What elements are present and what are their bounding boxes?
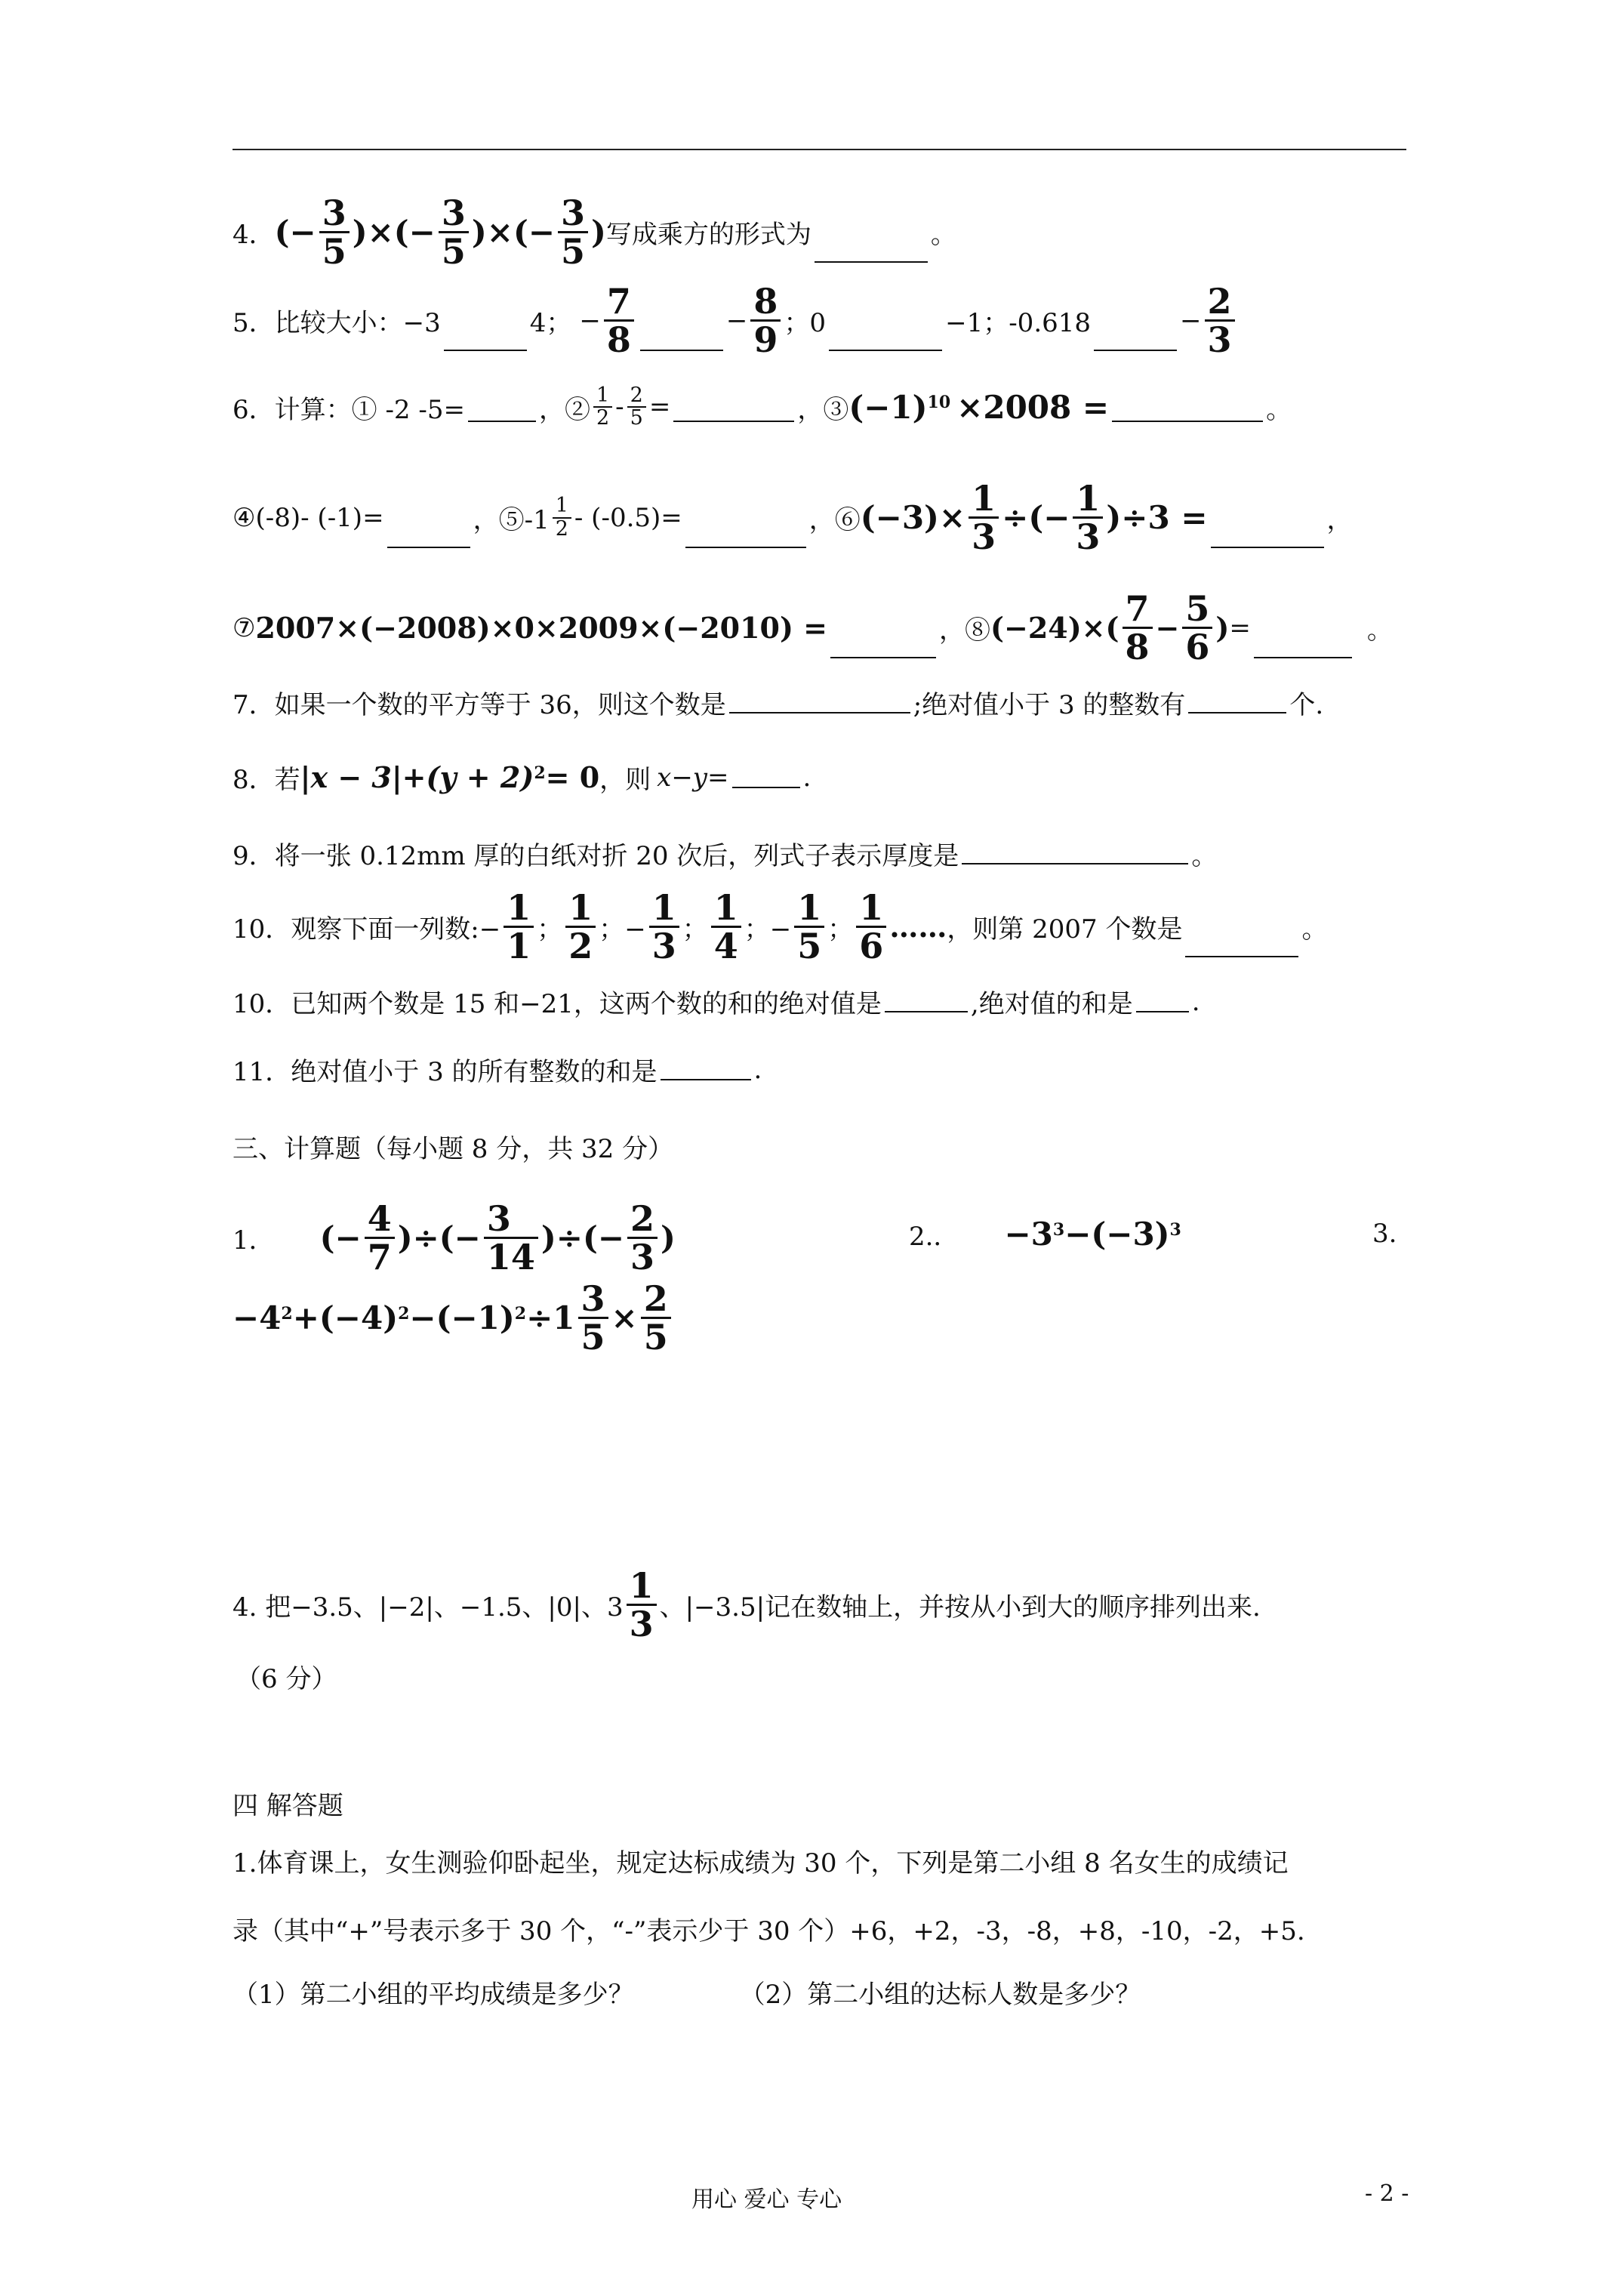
- math-text: -: [615, 392, 624, 423]
- fraction: $\frac{3}{5}$: [558, 195, 588, 270]
- fraction: $\frac{3}{14}$: [484, 1200, 538, 1276]
- exponent: 10: [927, 393, 951, 413]
- header-rule: [233, 149, 1406, 150]
- math-text: )÷(−: [397, 1219, 481, 1257]
- answer-blank[interactable]: [640, 345, 723, 351]
- question-text: 10．已知两个数是 15 和−21，这两个数的和的绝对值是: [233, 989, 882, 1019]
- calc-4: [233, 1567, 1261, 1643]
- question-text: ；0: [784, 308, 827, 339]
- math-text: ÷(−: [1002, 499, 1070, 537]
- problem-1-line-1: [233, 1842, 1289, 1879]
- question-number: 4．: [233, 220, 275, 251]
- question-text: 4；: [529, 308, 572, 339]
- exponent: 2: [534, 763, 546, 783]
- math-text: −: [725, 305, 748, 336]
- math-text: −(−1): [409, 1299, 515, 1337]
- punctuation: ；: [682, 914, 708, 945]
- question-text: ，则第 2007 个数是: [947, 914, 1183, 945]
- question-text: 个.: [1289, 690, 1324, 720]
- fraction: $\frac{1}{4}$: [711, 889, 741, 965]
- question-number: 6．: [233, 394, 275, 425]
- answer-blank[interactable]: [468, 416, 536, 422]
- punctuation: .: [753, 1054, 762, 1085]
- math-text: )÷(−: [540, 1219, 625, 1257]
- answer-blank[interactable]: [1254, 652, 1352, 658]
- fraction: $\frac{1}{2}$: [593, 385, 612, 430]
- fraction: $\frac{3}{5}$: [578, 1281, 608, 1356]
- answer-blank[interactable]: [1185, 951, 1298, 957]
- math-text: ): [661, 1219, 676, 1257]
- math-text: =: [1229, 612, 1251, 643]
- punctuation: ；: [537, 914, 563, 945]
- question-text: ;绝对值小于 3 的整数有: [913, 690, 1186, 720]
- question-text: 8．若: [233, 765, 300, 795]
- exponent: 3: [1169, 1219, 1181, 1240]
- fraction: $\frac{7}{8}$: [604, 283, 634, 359]
- question-7: [233, 684, 1323, 721]
- math-text: −(−3): [1064, 1216, 1170, 1253]
- fraction: $\frac{5}{6}$: [1182, 590, 1212, 666]
- answer-blank[interactable]: [1136, 1006, 1189, 1012]
- question-number: 3.: [1372, 1219, 1397, 1249]
- question-text: ，②: [538, 394, 590, 425]
- question-11: [233, 1051, 762, 1088]
- fraction: $\frac{8}{9}$: [750, 283, 781, 359]
- math-text: )×(−: [471, 214, 556, 251]
- fraction: $\frac{1}{2}$: [565, 889, 596, 965]
- question-text: ，③: [797, 394, 849, 425]
- question-text: ,绝对值的和是: [970, 989, 1133, 1019]
- answer-blank[interactable]: [829, 345, 942, 351]
- question-number: 5．: [233, 308, 275, 339]
- math-text: ): [1215, 611, 1230, 646]
- math-text: −: [1180, 305, 1202, 336]
- exponent: 2: [398, 1303, 410, 1324]
- page-number-text: - 2 -: [1365, 2180, 1409, 2207]
- question-number: 2.．: [909, 1222, 959, 1252]
- question-4: [233, 193, 956, 273]
- fraction: $\frac{1}{3}$: [627, 1567, 657, 1643]
- fraction: $\frac{4}{7}$: [365, 1200, 395, 1276]
- calc-3-number: [1372, 1219, 1397, 1249]
- answer-blank[interactable]: [962, 858, 1188, 864]
- question-6-line-3: [233, 590, 1393, 666]
- math-text: (−: [274, 214, 316, 251]
- fraction: $\frac{2}{5}$: [641, 1281, 671, 1356]
- answer-blank[interactable]: [1211, 542, 1324, 548]
- math-text: −4: [233, 1299, 282, 1337]
- math-text: −: [579, 305, 601, 336]
- math-text: −: [1155, 611, 1180, 646]
- question-text: 写成乘方的形式为: [605, 220, 812, 251]
- answer-blank[interactable]: [444, 345, 527, 351]
- math-text: ×2008 =: [956, 388, 1110, 426]
- math-text: +(−4): [292, 1299, 399, 1337]
- answer-blank[interactable]: [673, 416, 794, 422]
- math-text: (−: [319, 1219, 362, 1257]
- problem-1-line-3: [233, 1974, 1141, 2011]
- fraction: $\frac{1}{3}$: [1073, 480, 1103, 556]
- answer-blank[interactable]: [1188, 707, 1286, 713]
- answer-blank[interactable]: [1094, 345, 1177, 351]
- math-text: (−1): [848, 388, 928, 426]
- question-text: - (-0.5)=: [574, 502, 682, 533]
- answer-blank[interactable]: [685, 542, 806, 548]
- question-text: 11．绝对值小于 3 的所有整数的和是: [233, 1057, 658, 1087]
- math-text: (−24)×(: [990, 611, 1119, 646]
- fraction: $\frac{2}{3}$: [627, 1200, 658, 1276]
- fraction: $\frac{7}{8}$: [1123, 590, 1153, 666]
- section-title: 三、计算题（每小题 8 分，共 32 分）: [233, 1134, 674, 1164]
- section-3-title: [233, 1128, 673, 1165]
- math-expression: = 0: [545, 760, 600, 794]
- question-10b: [233, 983, 1200, 1020]
- question-text: 10．观察下面一列数:−: [233, 914, 501, 945]
- fraction: $\frac{1}{6}$: [856, 889, 886, 965]
- question-text: 4. 把−3.5、|−2|、−1.5、|0|、3: [233, 1592, 624, 1623]
- question-text: ，⑧: [939, 615, 990, 646]
- page-number: [1365, 2180, 1409, 2207]
- question-text: ，⑥: [808, 505, 861, 536]
- fraction: $\frac{2}{5}$: [627, 385, 646, 430]
- math-text: −3: [1004, 1216, 1053, 1253]
- punctuation: .: [802, 762, 812, 793]
- footer-text: 用心 爱心 专心: [691, 2187, 842, 2213]
- math-text: 2007×(−2008)×0×2009×(−2010) =: [255, 611, 827, 646]
- question-text: ④(-8)- (-1)=: [233, 502, 384, 533]
- ellipsis: ……: [889, 910, 947, 945]
- exponent: 2: [281, 1303, 293, 1324]
- footer-slogan: [691, 2180, 842, 2214]
- question-text: ，则: [599, 765, 651, 795]
- calc-3: [233, 1278, 674, 1358]
- calc-2: [909, 1216, 1181, 1253]
- fraction: $\frac{1}{1}$: [504, 889, 534, 965]
- answer-blank[interactable]: [387, 542, 470, 548]
- math-text: )×(−: [352, 214, 436, 251]
- question-text: ⑦: [233, 612, 256, 643]
- question-6: [233, 385, 1292, 430]
- math-text: =: [707, 762, 729, 793]
- math-text: ): [591, 214, 606, 251]
- question-6-line-2: [233, 480, 1353, 556]
- question-5: [233, 283, 1238, 359]
- fraction: $\frac{1}{2}$: [553, 495, 571, 540]
- fraction: $\frac{1}{5}$: [794, 889, 824, 965]
- answer-blank[interactable]: [661, 1074, 751, 1080]
- math-text: ÷1: [526, 1299, 575, 1337]
- points-text: （6 分）: [236, 1664, 337, 1694]
- exponent: 2: [514, 1303, 527, 1324]
- question-text: 7．如果一个数的平方等于 36，则这个数是: [233, 690, 726, 720]
- answer-blank[interactable]: [732, 782, 800, 788]
- punctuation: 。: [1266, 394, 1292, 425]
- fraction: $\frac{1}{3}$: [969, 480, 999, 556]
- punctuation: ，: [1326, 505, 1353, 536]
- punctuation: 。: [1301, 914, 1328, 945]
- question-9: [233, 835, 1217, 872]
- punctuation: 。: [1366, 615, 1393, 646]
- punctuation: ；: [827, 914, 854, 945]
- fraction: $\frac{3}{5}$: [439, 195, 469, 270]
- math-variable: x−y: [657, 762, 708, 793]
- math-text: )÷3 =: [1106, 499, 1208, 537]
- math-text: ×: [611, 1299, 638, 1337]
- calc-4-points: [236, 1658, 337, 1695]
- question-text: 9．将一张 0.12mm 厚的白纸对折 20 次后，列式子表示厚度是: [233, 841, 959, 871]
- punctuation: ；−: [599, 914, 646, 945]
- exponent: 3: [1052, 1219, 1065, 1240]
- fraction: $\frac{2}{3}$: [1205, 283, 1235, 359]
- sub-question: （2）第二小组的达标人数是多少？: [739, 1980, 1141, 2010]
- answer-blank[interactable]: [885, 1006, 968, 1012]
- math-text: =: [648, 392, 671, 423]
- section-4-title: [233, 1785, 343, 1822]
- question-10: [233, 889, 1327, 965]
- answer-blank[interactable]: [830, 652, 936, 658]
- calc-1: [233, 1200, 676, 1276]
- question-text: −1；-0.618: [945, 308, 1092, 339]
- punctuation: ；−: [744, 914, 792, 945]
- answer-blank[interactable]: [815, 257, 928, 263]
- punctuation: 。: [930, 220, 956, 251]
- question-number: 1．: [233, 1225, 275, 1256]
- answer-blank[interactable]: [729, 707, 910, 713]
- punctuation: 。: [1191, 841, 1218, 871]
- fraction: $\frac{3}{5}$: [319, 195, 350, 270]
- fraction: $\frac{1}{3}$: [649, 889, 679, 965]
- question-text: 比较大小：−3: [274, 308, 441, 339]
- answer-blank[interactable]: [1112, 416, 1263, 422]
- math-text: (−3)×: [860, 499, 966, 537]
- problem-1-line-2: [233, 1910, 1305, 1947]
- question-text: ，⑤-1: [473, 505, 550, 536]
- punctuation: .: [1191, 986, 1200, 1017]
- section-title: 四 解答题: [233, 1791, 343, 1821]
- math-expression: |x − 3|+(y + 2): [300, 760, 534, 794]
- question-text: 1.体育课上，女生测验仰卧起坐，规定达标成绩为 30 个，下列是第二小组 8 名女生的成绩记: [233, 1848, 1289, 1878]
- question-text: 录（其中“+”号表示多于 30 个，“-”表示少于 30 个）+6，+2，-3，-8，+8，-10，-2，+5.: [233, 1916, 1305, 1946]
- sub-question: （1）第二小组的平均成绩是多少？: [233, 1980, 634, 2010]
- question-text: 、|−3.5|记在数轴上，并按从小到大的顺序排列出来.: [659, 1592, 1261, 1623]
- question-text: 计算：① -2 -5=: [274, 394, 465, 425]
- question-8: [233, 759, 811, 796]
